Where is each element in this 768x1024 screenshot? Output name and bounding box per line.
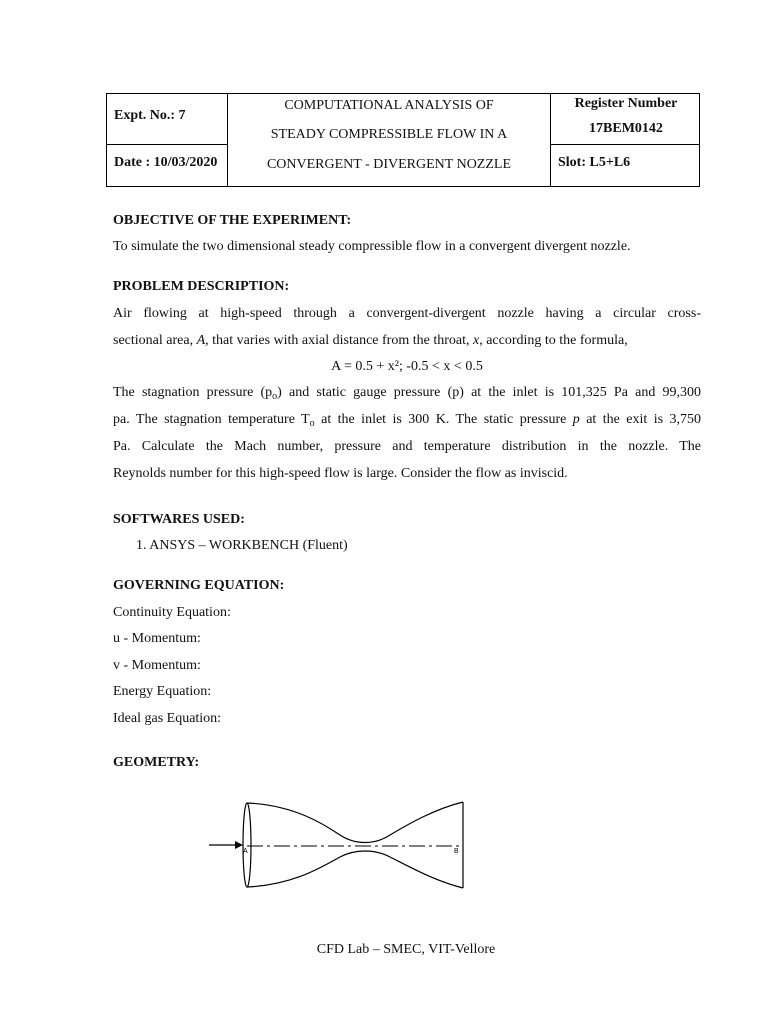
energy-equation-label: Energy Equation: [113,684,212,699]
nozzle-upper-wall [247,802,463,843]
title-line-3: CONVERGENT - DIVERGENT NOZZLE [266,157,512,172]
problem-line-3: The stagnation pressure $(p_o)$ and static gauge pressure (p) at the inlet is 101,325 Pa and 99,300 [113,385,701,402]
problem-line-5: Pa. Calculate the Mach number, pressure and temperature distribution in the nozzle. The [113,439,701,454]
header-table [106,93,700,187]
v-momentum-label: v - Momentum: [113,658,201,673]
software-item-1: 1. ANSYS – WORKBENCH (Fluent) [136,538,348,553]
nozzle-upper-divergent [370,802,463,837]
problem-line-4: pa. The stagnation temperature $T_o$ at the inlet is 300 K. The static pressure p at the exit is 3,750 [113,412,701,429]
problem-line-6: Reynolds number for this high-speed flow is large. Consider the flow as inviscid. [113,466,568,481]
nozzle-lower-wall [247,851,463,888]
title-line-2: STEADY COMPRESSIBLE FLOW IN A [270,127,508,142]
title-line-1: COMPUTATIONAL ANALYSIS OF [284,98,494,113]
inlet-arrow-icon [235,841,243,849]
register-number-label: Register Number [574,96,678,111]
objective-heading: OBJECTIVE OF THE EXPERIMENT: [113,213,352,228]
problem-line-1: Air flowing at high-speed through a convergent-divergent nozzle having a circular cross- [113,306,701,321]
problem-heading: PROBLEM DESCRIPTION: [113,279,290,294]
software-heading: SOFTWARES USED: [113,512,245,527]
page-footer: CFD Lab – SMEC, VIT-Vellore [316,942,496,957]
governing-heading: GOVERNING EQUATION: [113,578,285,593]
nozzle-geometry-diagram [205,795,475,895]
experiment-date: Date : 10/03/2020 [114,155,218,170]
area-formula: A = 0.5 + x²; -0.5 < x < 0.5 [331,359,483,374]
nozzle-lower-divergent [370,855,463,888]
u-momentum-label: u - Momentum: [113,631,201,646]
objective-text: To simulate the two dimensional steady compressible flow in a convergent divergent nozzle. [113,239,631,254]
continuity-equation-label: Continuity Equation: [113,605,231,620]
ideal-gas-equation-label: Ideal gas Equation: [113,711,222,726]
label-a: A [243,848,248,855]
experiment-number: Expt. No.: 7 [114,108,186,123]
inlet-face [243,803,251,887]
geometry-heading: GEOMETRY: [113,755,200,770]
nozzle-upper-convergent [247,803,370,837]
problem-line-2: sectional area, A, that varies with axial distance from the throat, x, according to the formula, [113,333,628,348]
register-number-value: 17BEM0142 [589,121,663,136]
nozzle-lower-convergent [247,855,370,887]
slot-label: Slot: L5+L6 [558,155,631,170]
label-b: B [454,848,459,855]
